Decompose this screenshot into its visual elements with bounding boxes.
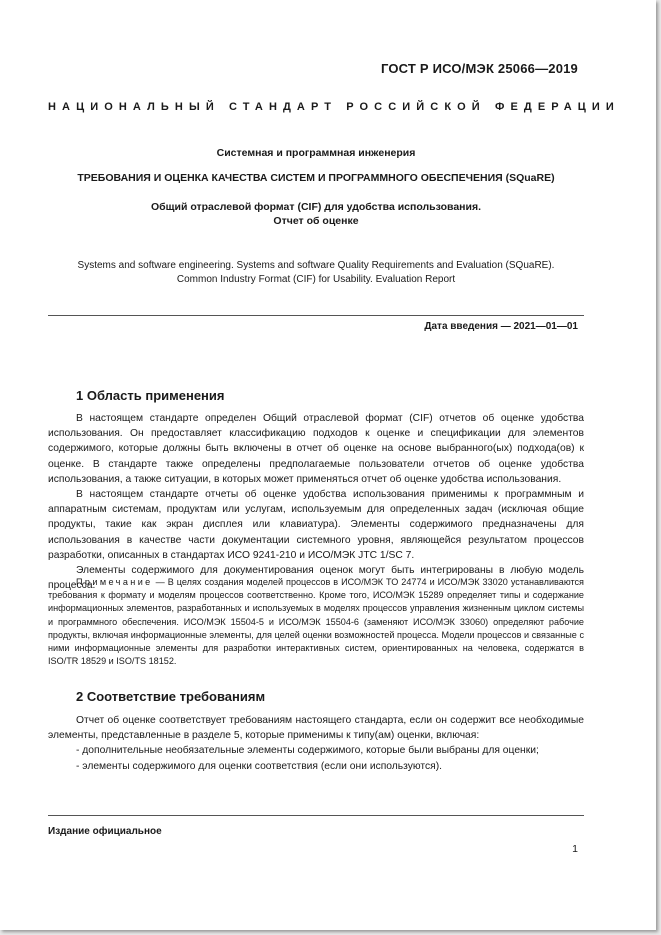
document-code: ГОСТ Р ИСО/МЭК 25066—2019 <box>380 61 578 76</box>
edition-label: Издание официальное <box>48 826 162 837</box>
divider-top <box>48 315 584 316</box>
section-1-paragraph: Элементы содержимого для документирования оценок могут быть интегрированы в любую модель процесса. <box>48 565 584 592</box>
list-item: - элементы содержимого для оценки соответствия (если они используются). <box>76 760 443 772</box>
note-label: Примечание <box>76 577 153 587</box>
title-en <box>48 259 584 286</box>
section-1-body <box>48 411 584 593</box>
national-standard-heading: НАЦИОНАЛЬНЫЙ СТАНДАРТ РОССИЙСКОЙ ФЕДЕРАЦИИ <box>48 101 620 113</box>
section-1-title: 1 Область применения <box>76 388 225 403</box>
section-2-paragraph: Отчет об оценке соответствует требованиям настоящего стандарта, если он содержит все необходимые элементы, представленные в разделе 5, которые применимы к типу(ам) оценки, включая: <box>48 715 584 742</box>
title-main-ru: ТРЕБОВАНИЯ И ОЦЕНКА КАЧЕСТВА СИСТЕМ И ПРОГРАММНОГО ОБЕСПЕЧЕНИЯ (SQuaRE) <box>77 172 555 184</box>
section-1-paragraph: В настоящем стандарте определен Общий отраслевой формат (CIF) отчетов об оценке удобства использования. Он предоставляет классификацию подходов к оценке и спецификации для элементов содержимого, которые должны быть включены в отчет об оценке на основе выбранного(ых) подхода(ов) к оценке. В стандарте также определены предполагаемые пользователи отчетов об оценке удобства использования, а также ситуации, в которых может применяться отчет об оценке удобства использования. <box>48 413 584 485</box>
divider-bottom <box>48 815 584 816</box>
title-en-line2: Common Industry Format (CIF) for Usability. Evaluation Report <box>176 273 456 285</box>
note-text: — В целях создания моделей процессов в ИСО/МЭК ТО 24774 и ИСО/МЭК 33020 устанавливаются требования к формату и моделям процессов соответственно. Кроме того, ИСО/МЭК 15289 определяет типы и содержание информационных элементов, разработанных и используемых в моделях процессов управления жизненным циклом системы и программного обеспечения. ИСО/МЭК 15504-5 и ИСО/МЭК 15504-6 (заменяют ИСО/МЭК 33060) определяют рабочие продукты, включая информационные элементы, для целей оценки возможностей процесса. Модели процессов и связанные с ними информационные элементы для разработки интерактивных систем, ориентированных на человека, содержатся в ISO/TR 18529 и ISO/TS 18152. <box>48 577 584 667</box>
title-part-ru <box>48 200 584 228</box>
title-part-ru-line2: Отчет об оценке <box>273 215 359 227</box>
title-part-ru-line1: Общий отраслевой формат (CIF) для удобства использования. <box>150 201 481 213</box>
note-block <box>48 576 584 668</box>
title-subtitle-ru: Системная и программная инженерия <box>216 147 416 159</box>
title-en-line1: Systems and software engineering. Systems and software Quality Requirements and Evaluation (SQuaRE). <box>77 260 555 271</box>
section-2-title: 2 Соответствие требованиям <box>76 689 266 704</box>
section-2-body <box>48 713 584 774</box>
page-number: 1 <box>572 843 578 855</box>
list-item: - дополнительные необязательные элементы содержимого, которые были выбраны для оценки; <box>76 745 539 757</box>
note-paragraph <box>48 576 584 668</box>
introduction-date: Дата введения — 2021—01—01 <box>424 321 578 332</box>
section-1-paragraph: В настоящем стандарте отчеты об оценке удобства использования применимы к программным и аппаратным системам, продуктам или услугам, используемым для определенных задач (исключая общие продукты, такие как экран дисплея или клавиатура). Элементы содержимого предназначены для использования в качестве части документации системного уровня, являющейся результатом процессов разработки, описанных в стандартах ИСО 9241-210 и ИСО/МЭК JTC 1/SC 7. <box>48 489 584 561</box>
